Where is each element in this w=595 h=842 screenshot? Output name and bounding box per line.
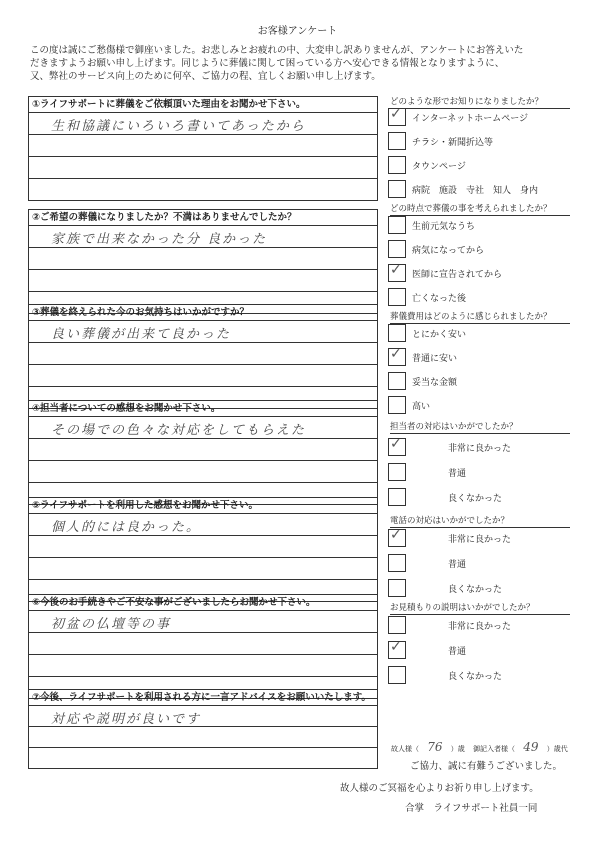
- option-label: 医師に宣告されてから: [412, 270, 503, 280]
- checkbox[interactable]: [388, 579, 406, 597]
- question-7: [28, 689, 378, 769]
- section-cost-title: 葬儀費用はどのように感じられましたか？: [390, 310, 570, 324]
- question-2-label: ②ご希望の葬儀になりましたか？不満はありませんでしたか？: [29, 210, 377, 226]
- option-label: とにかく安い: [412, 330, 467, 340]
- check-mark-icon: ✓: [390, 262, 402, 278]
- option-label: タウンページ: [412, 162, 466, 172]
- question-7-answer[interactable]: 対応や説明が良いです: [51, 712, 202, 727]
- question-3-label: ③葬儀を終えられた今のお気持ちはいかがですか？: [29, 305, 377, 321]
- respondent-age-unit: ）歳代: [546, 745, 568, 753]
- checkbox[interactable]: [388, 529, 406, 547]
- option-label: 普通: [448, 560, 467, 570]
- question-4-answer[interactable]: その場での色々な対応をしてもらえた: [51, 423, 307, 438]
- checkbox[interactable]: [388, 372, 406, 390]
- checkbox[interactable]: [388, 288, 406, 306]
- question-3: [28, 304, 378, 409]
- checkbox[interactable]: [388, 216, 406, 234]
- intro-line: この度は誠にご愁傷様で御座いました。お悲しみとお疲れの中、大変申し訳ありませんが、アンケートにお答えいた: [30, 45, 524, 56]
- checkbox[interactable]: [388, 641, 406, 659]
- check-mark-icon: ✓: [390, 346, 402, 362]
- question-1: [28, 96, 378, 201]
- check-mark-icon: ✓: [390, 527, 402, 543]
- question-2: [28, 209, 378, 314]
- option-label: 高い: [412, 402, 431, 412]
- intro-text: [30, 44, 570, 83]
- question-6-answer[interactable]: 初盆の仏壇等の事: [51, 617, 172, 632]
- option-label: 非常に良かった: [448, 444, 512, 454]
- question-3-answer[interactable]: 良い葬儀が出来て良かった: [51, 327, 232, 342]
- question-1-label: ①ライフサポートに葬儀をご依頼頂いた理由をお聞かせ下さい。: [29, 97, 377, 113]
- section-phone-title: 電話の対応はいかがでしたか？: [390, 514, 570, 528]
- option-label: 良くなかった: [448, 585, 503, 595]
- deceased-age-value[interactable]: 76: [427, 740, 443, 754]
- checkbox[interactable]: [388, 554, 406, 572]
- check-mark-icon: ✓: [390, 436, 402, 452]
- option-label: 病気になってから: [412, 246, 485, 256]
- option-label: 亡くなった後: [412, 294, 467, 304]
- checkbox[interactable]: [388, 180, 406, 198]
- checkbox[interactable]: [388, 108, 406, 126]
- question-1-answer[interactable]: 生和協議にいろいろ書いてあったから: [51, 119, 306, 134]
- question-6: [28, 594, 378, 699]
- intro-line: だきますようお願い申し上げます。同じように葬儀に関して困っている方へ安心できる情報となりますように、: [30, 58, 505, 69]
- checkbox[interactable]: [388, 324, 406, 342]
- question-4: [28, 400, 378, 505]
- deceased-age-unit: ）歳: [450, 745, 465, 753]
- question-2-answer[interactable]: 家族で出来なかった分 良かった: [51, 232, 268, 247]
- question-7-label: ⑦今後、ライフサポートを利用される方に一言アドバイスをお願いいたします。: [29, 690, 377, 706]
- question-4-label: ④担当者についての感想をお聞かせ下さい。: [29, 401, 377, 417]
- check-mark-icon: ✓: [390, 639, 402, 655]
- checkbox[interactable]: [388, 616, 406, 634]
- option-label: 生前元気なうち: [412, 222, 476, 232]
- page-title: お客様アンケート: [257, 26, 338, 37]
- checkbox[interactable]: [388, 396, 406, 414]
- option-label: 非常に良かった: [448, 535, 512, 545]
- respondent-age-label: 御記入者様（: [472, 745, 515, 753]
- option-label: 普通: [448, 469, 467, 479]
- section-staff-title: 担当者の対応はいかがでしたか？: [390, 420, 570, 434]
- checkbox[interactable]: [388, 348, 406, 366]
- option-label: 非常に良かった: [448, 622, 512, 632]
- option-label: 普通: [448, 647, 467, 657]
- footer-prayer: 故人様のご冥福を心よりお祈り申し上げます。: [340, 783, 539, 794]
- age-row: [391, 740, 568, 754]
- footer-thanks: ご協力、誠に有難うございました。: [410, 761, 563, 772]
- question-6-label: ⑥今後のお手続きやご不安な事がございましたらお聞かせ下さい。: [29, 595, 377, 611]
- respondent-age-value[interactable]: 49: [523, 740, 539, 754]
- checkbox[interactable]: [388, 132, 406, 150]
- option-label: インターネットホームページ: [412, 114, 529, 124]
- footer-closing: 合掌 ライフサポート社員一同: [405, 803, 538, 814]
- section-estimate-title: お見積もりの説明はいかがでしたか？: [390, 601, 570, 615]
- check-mark-icon: ✓: [390, 106, 402, 122]
- question-5-answer[interactable]: 個人的には良かった。: [51, 520, 202, 535]
- checkbox[interactable]: [388, 156, 406, 174]
- section-how-known-title: どのような形でお知りになりましたか？: [390, 95, 570, 109]
- option-label: 良くなかった: [448, 494, 503, 504]
- section-when-title: どの時点で葬儀の事を考えられましたか？: [390, 202, 570, 216]
- checkbox[interactable]: [388, 240, 406, 258]
- option-label: 病院 施設 寺社 知人 身内: [412, 186, 539, 196]
- checkbox[interactable]: [388, 463, 406, 481]
- deceased-age-label: 故人様（: [391, 745, 419, 753]
- question-5: [28, 497, 378, 602]
- checkbox[interactable]: [388, 264, 406, 282]
- option-label: 妥当な金額: [412, 378, 458, 388]
- checkbox[interactable]: [388, 666, 406, 684]
- intro-line: 又、弊社のサービス向上のために何卒、ご協力の程、宜しくお願い申し上げます。: [30, 71, 381, 82]
- option-label: チラシ・新聞折込等: [412, 138, 494, 148]
- checkbox[interactable]: [388, 438, 406, 456]
- question-5-label: ⑤ライフサポートを利用した感想をお聞かせ下さい。: [29, 498, 377, 514]
- checkbox[interactable]: [388, 488, 406, 506]
- option-label: 良くなかった: [448, 672, 503, 682]
- option-label: 普通に安い: [412, 354, 458, 364]
